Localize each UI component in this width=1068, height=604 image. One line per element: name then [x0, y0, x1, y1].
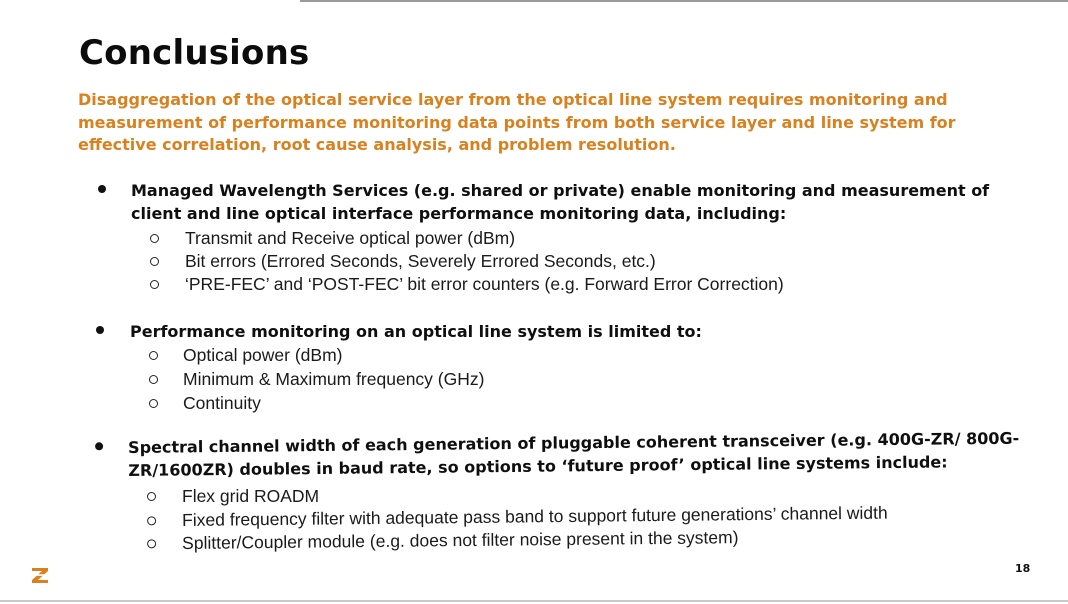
bullet-dot-icon [98, 185, 106, 193]
z-logo-icon [31, 567, 49, 584]
list-item-text: ‘PRE-FEC’ and ‘POST-FEC’ bit error counters (e.g. Forward Error Correction) [185, 274, 784, 294]
page-number: 18 [1015, 562, 1031, 575]
list-item [182, 526, 739, 555]
list-item-text: Optical power (dBm) [183, 345, 343, 365]
list-item-text: Bit errors (Errored Seconds, Severely Errored Seconds, etc.) [185, 251, 656, 271]
sub-bullet-icon [150, 234, 159, 243]
slide-subtitle: Disaggregation of the optical service layer from the optical line system requires monitoring and measurement of performance monitoring data points from both service layer and line system for effective correlation, root cause analysis, and problem resolution. [78, 90, 956, 154]
list-item [183, 392, 261, 416]
list-item [185, 273, 784, 297]
list-item [182, 485, 319, 509]
list-item-text: Fixed frequency filter with adequate pass band to support future generations’ channel width [182, 502, 888, 530]
list-item-text: Splitter/Coupler module (e.g. does not filter noise present in the system) [182, 527, 739, 553]
slide-title: Conclusions [79, 33, 310, 73]
sub-bullet-icon [150, 257, 159, 266]
bullet-group-2 [130, 320, 1068, 343]
scan-edge-top [300, 0, 1068, 2]
list-item [183, 344, 343, 368]
sub-bullet-icon [149, 351, 158, 360]
sub-bullet-icon [147, 516, 156, 525]
sub-bullet-icon [147, 492, 156, 501]
list-item-text: Minimum & Maximum frequency (GHz) [183, 369, 485, 389]
bullet-group-1 [131, 179, 1036, 225]
bullet-dot-icon [96, 326, 104, 334]
bullet-text: Spectral channel width of each generation of pluggable coherent transceiver (e.g. 400G-ZR/ 800G-ZR/1600ZR) doubles in baud rate, so options to ‘future proof’ optical line systems include: [128, 428, 1020, 480]
bullet-dot-icon [95, 442, 103, 450]
sub-bullet-icon [150, 280, 159, 289]
bullet-text: Managed Wavelength Services (e.g. shared or private) enable monitoring and measurement of client and line optical interface performance monitoring data, including: [131, 181, 990, 223]
sub-bullet-icon [149, 375, 158, 384]
list-item [185, 250, 656, 274]
sub-bullet-icon [149, 399, 158, 408]
list-item-text: Transmit and Receive optical power (dBm) [185, 228, 516, 248]
list-item-text: Continuity [183, 393, 261, 413]
bullet-text: Performance monitoring on an optical line system is limited to: [130, 322, 702, 341]
list-item [185, 227, 515, 251]
scan-edge-bottom [0, 600, 1068, 602]
list-item-text: Flex grid ROADM [182, 486, 320, 506]
list-item [183, 368, 484, 392]
bullet-group-3 [128, 426, 1058, 482]
sub-bullet-icon [147, 539, 156, 548]
